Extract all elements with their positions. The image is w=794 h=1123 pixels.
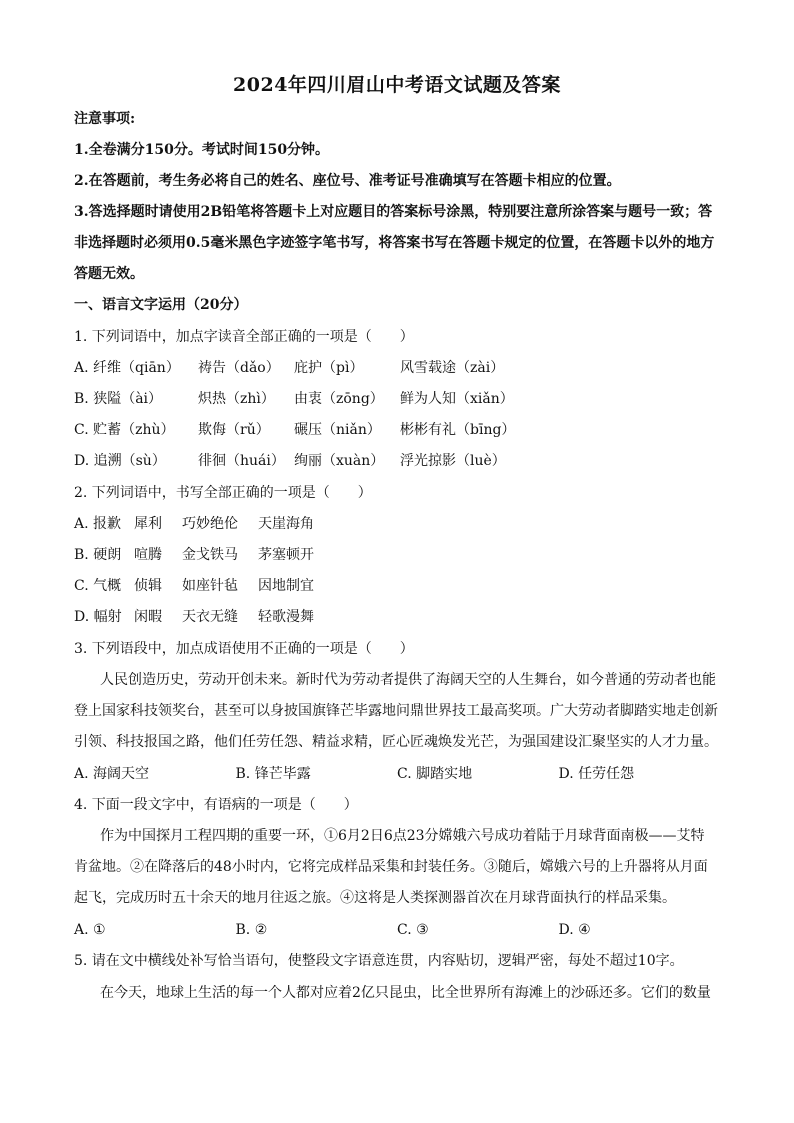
page-title: 2024年四川眉山中考语文试题及答案 <box>233 74 561 96</box>
question-3-passage-line: 人民创造历史，劳动开创未来。新时代为劳动者提供了海阔天空的人生舞台，如今普通的劳动者也能 <box>100 672 716 688</box>
question-3-passage-line: 登上国家科技领奖台，甚至可以身披国旗锋芒毕露地问鼎世界技工最高奖项。广大劳动者脚踏实地走创新 <box>74 703 718 719</box>
option-word: 天衣无缝 <box>182 609 238 625</box>
option-word: 天崖海角 <box>258 516 314 532</box>
question-5-stem: 5. 请在文中横线处补写恰当语句，使整段文字语意连贯，内容贴切，逻辑严密，每处不超过10字。 <box>74 953 684 969</box>
question-2-option-d <box>74 608 720 626</box>
option-word: D. 追溯（sù） <box>74 453 166 469</box>
option-word: C. 气概 <box>74 578 122 594</box>
option-word: 彬彬有礼（bīng） <box>400 422 516 438</box>
question-5-passage-line: 在今天，地球上生活的每一个人都对应着2亿只昆虫，比全世界所有海滩上的沙砾还多。它们的数量 <box>100 985 711 1001</box>
option-word: 由衷（zōng） <box>294 391 384 407</box>
question-2-stem: 2. 下列词语中，书写全部正确的一项是（ ） <box>74 485 372 501</box>
option-b: B. ② <box>235 922 268 938</box>
option-word: C. 贮蓄（zhù） <box>74 422 175 438</box>
option-word: A. 纤维（qiān） <box>74 360 180 376</box>
option-word: 侦辑 <box>134 578 162 594</box>
question-1-option-c <box>74 421 720 439</box>
option-word: 喧腾 <box>134 547 162 563</box>
question-4-options <box>74 921 720 939</box>
notice-item: 非选择题时必须用0.5毫米黑色字迹签字笔书写，将答案书写在答题卡规定的位置，在答题卡以外的地方 <box>74 235 715 251</box>
question-4-stem: 4. 下面一段文字中，有语病的一项是（ ） <box>74 797 358 813</box>
notice-item: 3.答选择题时请使用2B铅笔将答题卡上对应题目的答案标号涂黑，特别要注意所涂答案与题号一致；答 <box>74 204 713 220</box>
question-2-option-c <box>74 577 720 595</box>
option-word: 如座针毡 <box>182 578 238 594</box>
question-1-option-b <box>74 390 720 408</box>
option-word: 因地制宜 <box>258 578 314 594</box>
notice-item: 2.在答题前，考生务必将自己的姓名、座位号、准考证号准确填写在答题卡相应的位置。 <box>74 173 621 189</box>
notice-heading: 注意事项: <box>74 111 136 127</box>
option-word: 鲜为人知（xiǎn） <box>400 391 514 407</box>
option-word: 徘徊（huái） <box>198 453 285 469</box>
section-heading: 一、语言文字运用（20分） <box>74 297 248 313</box>
question-1-stem: 1. 下列词语中，加点字读音全部正确的一项是（ ） <box>74 329 414 345</box>
option-d: D. 任劳任怨 <box>558 766 635 782</box>
option-word: 浮光掠影（luè） <box>400 453 506 469</box>
option-word: 轻歌漫舞 <box>258 609 314 625</box>
question-3-passage-line: 引领、科技报国之路，他们任劳任怨、精益求精，匠心匠魂焕发光芒，为强国建设汇聚坚实的人才力量。 <box>74 734 718 750</box>
option-word: 闲暇 <box>134 609 162 625</box>
option-c: C. ③ <box>397 922 429 938</box>
option-word: 庇护（pì） <box>294 360 364 376</box>
option-word: 犀利 <box>134 516 162 532</box>
question-4-passage-line: 作为中国探月工程四期的重要一环，①6月2日6点23分嫦娥六号成功着陆于月球背面南极——艾特 <box>100 828 705 844</box>
option-c: C. 脚踏实地 <box>397 766 473 782</box>
notice-item: 1.全卷满分150分。考试时间150分钟。 <box>74 142 330 158</box>
question-2-option-b <box>74 546 720 564</box>
option-word: 碾压（niǎn） <box>294 422 381 438</box>
option-d: D. ④ <box>558 922 591 938</box>
option-b: B. 锋芒毕露 <box>235 766 311 782</box>
option-word: 祷告（dǎo） <box>198 360 280 376</box>
option-a: A. ① <box>74 922 106 938</box>
question-3-stem: 3. 下列语段中，加点成语使用不正确的一项是（ ） <box>74 641 414 657</box>
option-word: 金戈铁马 <box>182 547 238 563</box>
question-3-options <box>74 765 720 783</box>
option-word: B. 硬朗 <box>74 547 122 563</box>
option-word: A. 报歉 <box>74 516 122 532</box>
question-1-option-d <box>74 452 720 470</box>
option-word: 风雪载途（zài） <box>400 360 505 376</box>
option-word: 炽热（zhì） <box>198 391 275 407</box>
option-word: 欺侮（rǔ） <box>198 422 270 438</box>
notice-item: 答题无效。 <box>74 266 144 282</box>
question-4-passage-line: 肯盆地。②在降落后的48小时内，它将完成样品采集和封装任务。③随后，嫦娥六号的上升器将从月面 <box>74 859 708 875</box>
option-word: D. 幅射 <box>74 609 122 625</box>
option-word: 绚丽（xuàn） <box>294 453 385 469</box>
option-word: 巧妙绝伦 <box>182 516 238 532</box>
question-2-option-a <box>74 515 720 533</box>
question-4-passage-line: 起飞，完成历时五十余天的地月往返之旅。④这将是人类探测器首次在月球背面执行的样品采集。 <box>74 890 676 906</box>
option-word: 茅塞顿开 <box>258 547 314 563</box>
option-word: B. 狭隘（ài） <box>74 391 163 407</box>
option-a: A. 海阔天空 <box>74 766 150 782</box>
question-1-option-a <box>74 359 720 377</box>
